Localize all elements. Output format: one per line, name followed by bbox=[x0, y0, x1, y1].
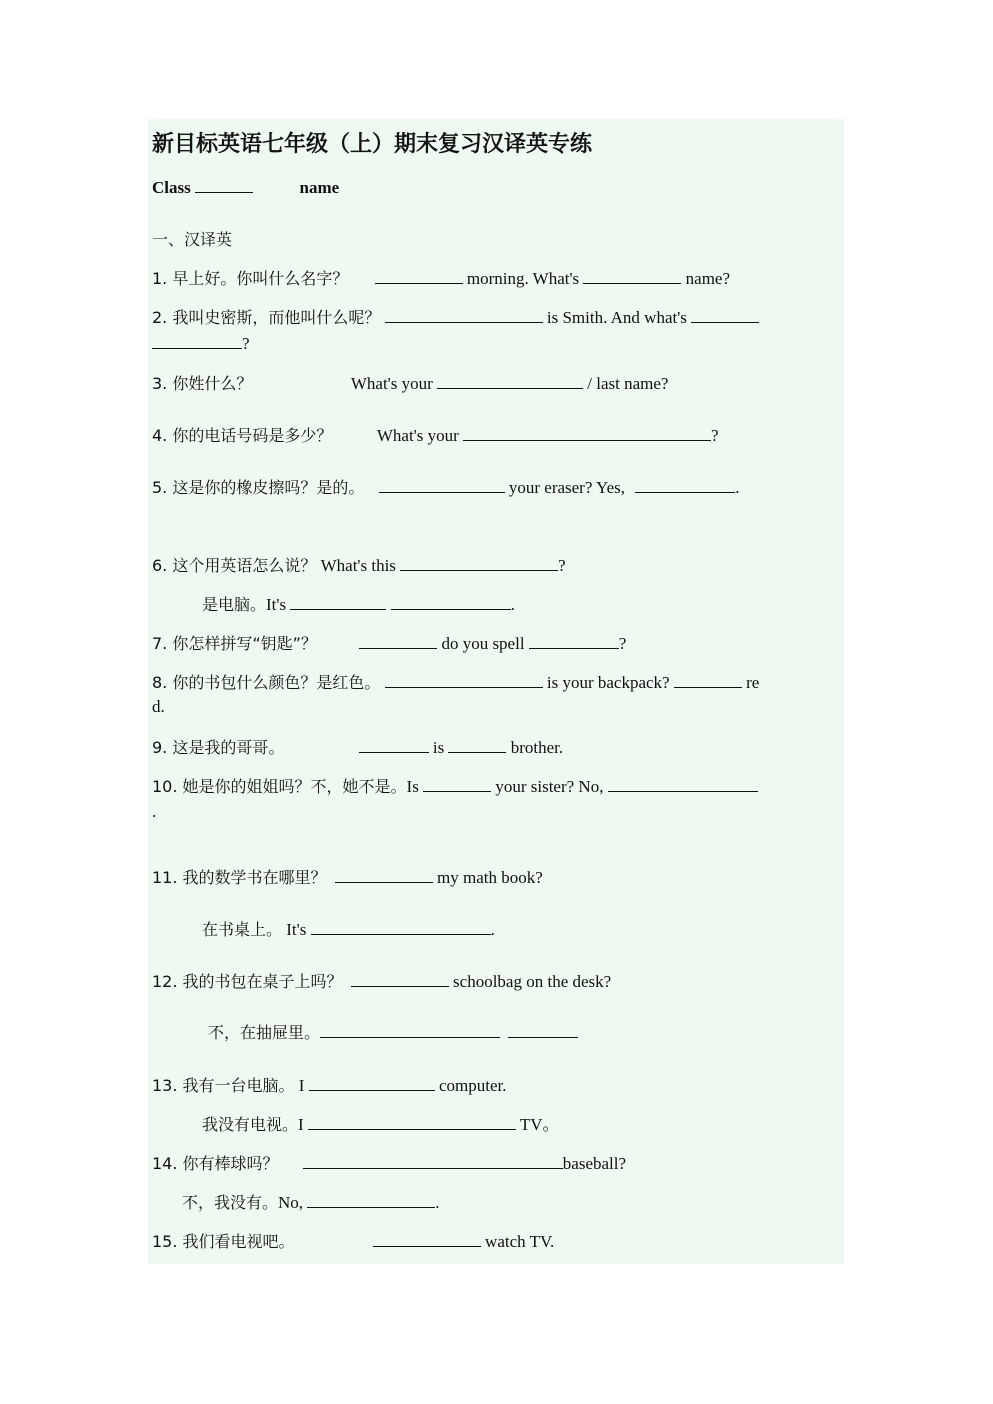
q8-chinese: 8. 你的书包什么颜色？是红色。 bbox=[152, 673, 381, 692]
question-4 bbox=[152, 422, 843, 448]
q5-chinese: 5. 这是你的橡皮擦吗？是的。 bbox=[152, 478, 365, 497]
q2-blank-3[interactable] bbox=[152, 330, 242, 349]
class-label: Class bbox=[152, 178, 191, 197]
q4-blank[interactable] bbox=[463, 422, 711, 441]
question-14 bbox=[152, 1150, 843, 1176]
q6-chinese-2: 是电脑。 bbox=[202, 595, 267, 614]
q12-chinese: 12. 我的书包在桌子上吗？ bbox=[152, 972, 343, 991]
q3-blank-1[interactable] bbox=[437, 370, 475, 389]
q6-chinese: 6. 这个用英语怎么说？ bbox=[152, 556, 317, 575]
question-6-answer bbox=[152, 591, 843, 617]
q5-english-b: . bbox=[735, 478, 740, 497]
q2-blank-2[interactable] bbox=[691, 304, 759, 323]
question-14-answer bbox=[152, 1189, 843, 1215]
q9-blank-1[interactable] bbox=[359, 734, 429, 753]
q2-english-a: is Smith. And what's bbox=[546, 308, 687, 327]
q9-english-b: brother. bbox=[510, 738, 564, 757]
q9-english-a: is bbox=[432, 738, 445, 757]
q13-chinese-2: 我没有电视。 bbox=[202, 1115, 299, 1134]
q6-english-a: What's this bbox=[320, 556, 396, 575]
q11-chinese-2: 在书桌上。 bbox=[202, 920, 283, 939]
q13-english-a: I bbox=[298, 1076, 305, 1095]
question-12-answer bbox=[152, 1019, 843, 1045]
q6-blank-2[interactable] bbox=[290, 591, 358, 610]
question-15 bbox=[152, 1228, 843, 1254]
question-6 bbox=[152, 552, 843, 578]
q13-blank-2[interactable] bbox=[308, 1111, 516, 1130]
q7-blank-2[interactable] bbox=[529, 630, 619, 649]
class-blank[interactable] bbox=[195, 174, 253, 193]
header-line bbox=[152, 174, 843, 200]
q4-english-a: What's your bbox=[376, 426, 459, 445]
q14-english-c: . bbox=[435, 1193, 440, 1212]
question-11-answer bbox=[152, 916, 843, 942]
q6-english-c: It's bbox=[266, 595, 287, 614]
q3-blank-2[interactable] bbox=[475, 370, 525, 389]
section-heading: 一、汉译英 bbox=[152, 230, 233, 249]
q8-english-a: is your backpack? bbox=[546, 673, 670, 692]
q7-english-a: do you spell bbox=[441, 634, 525, 653]
q12-blank-4[interactable] bbox=[508, 1019, 578, 1038]
q12-blank-2[interactable] bbox=[320, 1019, 446, 1038]
question-13 bbox=[152, 1072, 843, 1098]
question-10-continued: . bbox=[152, 802, 157, 821]
q1-english-a: morning. What's bbox=[466, 269, 580, 288]
question-10 bbox=[152, 773, 843, 799]
q15-blank[interactable] bbox=[373, 1228, 481, 1247]
q10-english-b: your sister? No, bbox=[495, 777, 604, 796]
q1-english-b: name? bbox=[685, 269, 731, 288]
q10-chinese: 10. 她是你的姐姐吗？不，她不是。 bbox=[152, 777, 407, 796]
q9-blank-2[interactable] bbox=[448, 734, 506, 753]
q6-english-b: ? bbox=[558, 556, 566, 575]
q11-blank-2[interactable] bbox=[311, 916, 491, 935]
question-8-continued: d. bbox=[152, 697, 165, 716]
question-2-continued bbox=[152, 330, 843, 356]
q2-english-b: ? bbox=[242, 334, 250, 353]
question-5 bbox=[152, 474, 843, 500]
q5-english-a: your eraser? Yes, bbox=[508, 478, 625, 497]
q6-blank-3[interactable] bbox=[358, 591, 386, 610]
q8-english-b: re bbox=[746, 673, 760, 692]
q14-chinese-2: 不，我没有。 bbox=[182, 1193, 279, 1212]
q5-blank-1[interactable] bbox=[379, 474, 505, 493]
q6-blank-1[interactable] bbox=[400, 552, 558, 571]
name-label: name bbox=[299, 178, 340, 197]
q3-english-a: What's your bbox=[350, 374, 433, 393]
q1-chinese: 1. 早上好。你叫什么名字？ bbox=[152, 269, 349, 288]
q3-english-b: / last name? bbox=[587, 374, 669, 393]
q5-blank-2[interactable] bbox=[635, 474, 735, 493]
q11-english-c: . bbox=[490, 920, 495, 939]
q2-blank-1[interactable] bbox=[385, 304, 543, 323]
q13-english-b: computer. bbox=[438, 1076, 507, 1095]
q15-chinese: 15. 我们看电视吧。 bbox=[152, 1232, 295, 1251]
q9-chinese: 9. 这是我的哥哥。 bbox=[152, 738, 285, 757]
q3-chinese: 3. 你姓什么？ bbox=[152, 374, 253, 393]
q14-english-a: baseball? bbox=[562, 1154, 627, 1173]
question-2 bbox=[152, 304, 843, 330]
q4-english-b: ? bbox=[711, 426, 719, 445]
q1-blank-1[interactable] bbox=[375, 265, 463, 284]
q13-english-d: TV。 bbox=[519, 1115, 560, 1134]
q1-blank-2[interactable] bbox=[583, 265, 681, 284]
q4-chinese: 4. 你的电话号码是多少？ bbox=[152, 426, 333, 445]
q7-chinese: 7. 你怎样拼写“钥匙”？ bbox=[152, 634, 317, 653]
q14-blank-1[interactable] bbox=[303, 1150, 563, 1169]
q6-blank-4[interactable] bbox=[391, 591, 511, 610]
q14-chinese: 14. 你有棒球吗？ bbox=[152, 1154, 279, 1173]
q7-blank-1[interactable] bbox=[359, 630, 437, 649]
q12-chinese-2: 不，在抽屉里。 bbox=[208, 1023, 321, 1042]
q14-english-b: No, bbox=[278, 1193, 304, 1212]
q11-english-b: It's bbox=[286, 920, 307, 939]
question-7 bbox=[152, 630, 843, 656]
q7-english-b: ? bbox=[618, 634, 627, 653]
question-13-line-2 bbox=[152, 1111, 843, 1137]
q13-english-c: I bbox=[298, 1115, 304, 1134]
q10-blank-1[interactable] bbox=[423, 773, 491, 792]
page-title: 新目标英语七年级（上）期末复习汉译英专练 bbox=[152, 131, 593, 157]
q12-blank-3[interactable] bbox=[446, 1019, 500, 1038]
q8-blank-1[interactable] bbox=[385, 669, 543, 688]
q12-english-a: schoolbag on the desk? bbox=[453, 972, 612, 991]
question-3 bbox=[152, 370, 843, 396]
question-8 bbox=[152, 669, 843, 695]
q14-blank-2[interactable] bbox=[307, 1189, 435, 1208]
q11-blank-1[interactable] bbox=[335, 864, 433, 883]
q10-blank-2[interactable] bbox=[608, 773, 758, 792]
q10-english-a: Is bbox=[406, 777, 419, 796]
question-1 bbox=[152, 265, 843, 291]
question-12 bbox=[152, 968, 843, 994]
q15-english-a: watch TV. bbox=[485, 1232, 555, 1251]
q6-english-d: . bbox=[510, 595, 515, 614]
question-9 bbox=[152, 734, 843, 760]
q2-chinese: 2. 我叫史密斯，而他叫什么呢？ bbox=[152, 308, 381, 327]
q13-chinese: 13. 我有一台电脑。 bbox=[152, 1076, 295, 1095]
q11-chinese: 11. 我的数学书在哪里？ bbox=[152, 868, 327, 887]
q3-blank-3[interactable] bbox=[525, 370, 583, 389]
question-11 bbox=[152, 864, 843, 890]
q11-english-a: my math book? bbox=[437, 868, 543, 887]
q13-blank-1[interactable] bbox=[309, 1072, 435, 1091]
q12-blank-1[interactable] bbox=[351, 968, 449, 987]
q8-blank-2[interactable] bbox=[674, 669, 742, 688]
